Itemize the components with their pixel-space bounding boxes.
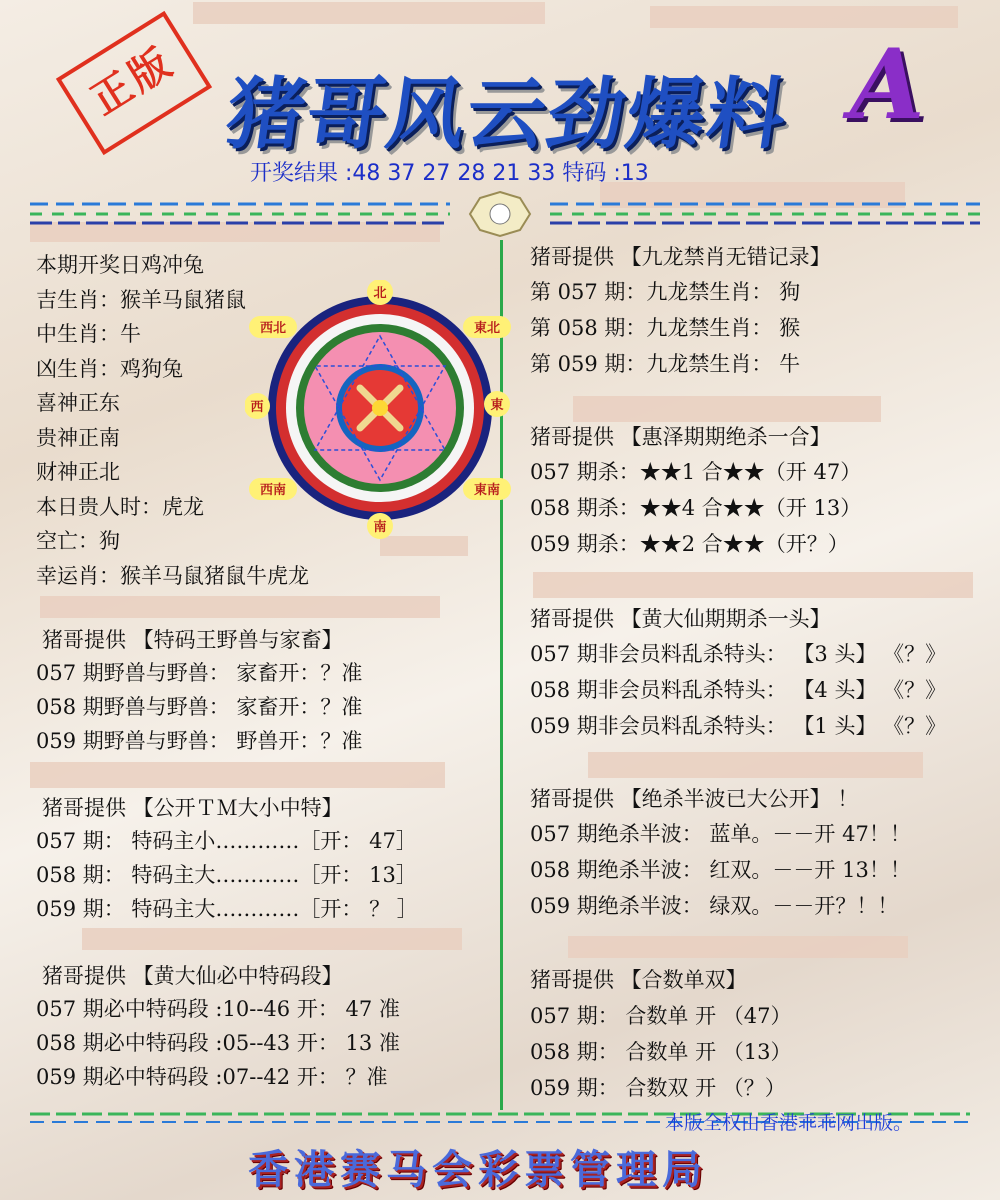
section-row: 057 期绝杀半波： 蓝单。－－开 47！！ xyxy=(530,822,911,846)
section-title: 猪哥提供 【特码王野兽与家畜】 xyxy=(42,628,343,652)
redaction-bar xyxy=(533,572,973,598)
section-row: 第 057 期：九龙禁生肖： 狗 xyxy=(530,280,801,304)
footer-title: 香港赛马会彩票管理局 xyxy=(248,1147,708,1193)
compass-southeast: 東南 xyxy=(473,483,501,498)
section-row: 057 期野兽与野兽： 家畜开：？准 xyxy=(36,661,363,685)
info-line: 贵神正南 xyxy=(36,425,120,450)
section-odd-even xyxy=(530,962,792,1106)
section-row: 058 期绝杀半波： 红双。－－开 13！！ xyxy=(530,858,911,882)
section-row: 058 期非会员料乱杀特头： 【4 头】 《？》 xyxy=(530,678,947,702)
info-line: 吉生肖：猴羊马鼠猪鼠 xyxy=(36,287,246,312)
section-row: 058 期必中特码段 :05--43 开： 13 准 xyxy=(36,1031,400,1055)
section-title: 猪哥提供 【惠泽期期绝杀一合】 xyxy=(530,425,831,449)
compass-southwest: 西南 xyxy=(259,483,287,498)
page-title: 猪哥风云劲爆料 xyxy=(220,70,794,160)
header-divider xyxy=(30,190,980,240)
redaction-bar xyxy=(568,936,908,958)
edition-letter: A xyxy=(850,28,925,141)
section-row: 058 期野兽与野兽： 家畜开：？准 xyxy=(36,695,363,719)
section-row: 059 期： 特码主大…………［开： ？ ］ xyxy=(36,897,418,921)
section-row: 059 期非会员料乱杀特头： 【1 头】 《？》 xyxy=(530,714,947,738)
info-line: 空亡：狗 xyxy=(36,529,120,553)
section-row: 058 期： 合数单 开 （13） xyxy=(530,1040,792,1064)
section-row: 059 期野兽与野兽： 野兽开：？准 xyxy=(36,729,363,753)
redaction-bar xyxy=(588,752,923,778)
section-row: 第 059 期：九龙禁生肖： 牛 xyxy=(530,352,801,376)
compass-northeast: 東北 xyxy=(473,321,501,336)
section-title: 猪哥提供 【合数单双】 xyxy=(530,968,747,992)
section-number-range xyxy=(36,960,400,1094)
section-row: 057 期非会员料乱杀特头： 【3 头】 《？》 xyxy=(530,642,947,666)
section-nine-dragon xyxy=(530,240,831,382)
section-row: 057 期： 特码主小…………［开： 47］ xyxy=(36,829,417,853)
redaction-bar xyxy=(82,928,462,950)
section-row: 059 期： 合数双 开 （？） xyxy=(530,1076,786,1100)
section-half-wave xyxy=(530,782,911,924)
draw-result: 开奖结果 :48 37 27 28 21 33 特码 :13 xyxy=(250,161,649,186)
section-kill-head xyxy=(530,602,946,744)
section-title: 猪哥提供 【九龙禁肖无错记录】 xyxy=(530,245,831,269)
redaction-bar xyxy=(193,2,545,24)
section-row: 059 期必中特码段 :07--42 开： ？准 xyxy=(36,1065,388,1089)
section-title: 猪哥提供 【黄大仙必中特码段】 xyxy=(42,964,343,988)
compass-north: 北 xyxy=(373,286,387,301)
compass-south: 南 xyxy=(373,520,387,535)
info-line: 本日贵人时：虎龙 xyxy=(36,494,204,519)
section-row: 057 期： 合数单 开 （47） xyxy=(530,1004,792,1028)
genuine-stamp: 正版 xyxy=(56,11,212,155)
compass-northwest: 西北 xyxy=(259,321,287,336)
section-row: 057 期杀：★★1 合★★（开 47） xyxy=(530,460,862,484)
compass-east: 東 xyxy=(490,398,504,413)
info-line: 喜神正东 xyxy=(36,391,120,415)
info-line: 财神正北 xyxy=(36,460,120,484)
info-line: 中生肖：牛 xyxy=(36,322,141,346)
redaction-bar xyxy=(573,396,881,422)
section-big-small xyxy=(36,792,418,926)
section-row: 057 期必中特码段 :10--46 开： 47 准 xyxy=(36,997,400,1021)
info-line: 本期开奖日鸡冲兔 xyxy=(36,253,204,277)
section-kill-combo xyxy=(530,420,861,562)
compass-west: 西 xyxy=(250,400,264,415)
redaction-bar xyxy=(40,596,440,618)
info-line: 幸运肖：猴羊马鼠猪鼠牛虎龙 xyxy=(36,563,309,588)
section-title: 猪哥提供 【绝杀半波已大公开】 ！ xyxy=(530,787,859,811)
info-line: 凶生肖：鸡狗兔 xyxy=(36,356,183,381)
section-title: 猪哥提供 【黄大仙期期杀一头】 xyxy=(530,607,831,631)
copyright-note: 本版全权由香港乖乖网出版。 xyxy=(665,1112,913,1134)
compass-wheel xyxy=(245,280,515,540)
section-row: 059 期绝杀半波： 绿双。－－开？！！ xyxy=(530,894,899,918)
section-title: 猪哥提供 【公开ＴＭ大小中特】 xyxy=(42,796,343,820)
section-beast-domestic xyxy=(36,624,363,758)
redaction-bar xyxy=(650,6,958,28)
section-row: 058 期： 特码主大…………［开： 13］ xyxy=(36,863,417,887)
redaction-bar xyxy=(30,762,445,788)
section-row: 058 期杀：★★4 合★★（开 13） xyxy=(530,496,862,520)
section-row: 第 058 期：九龙禁生肖： 猴 xyxy=(530,316,801,340)
section-row: 059 期杀：★★2 合★★（开？） xyxy=(530,532,849,556)
